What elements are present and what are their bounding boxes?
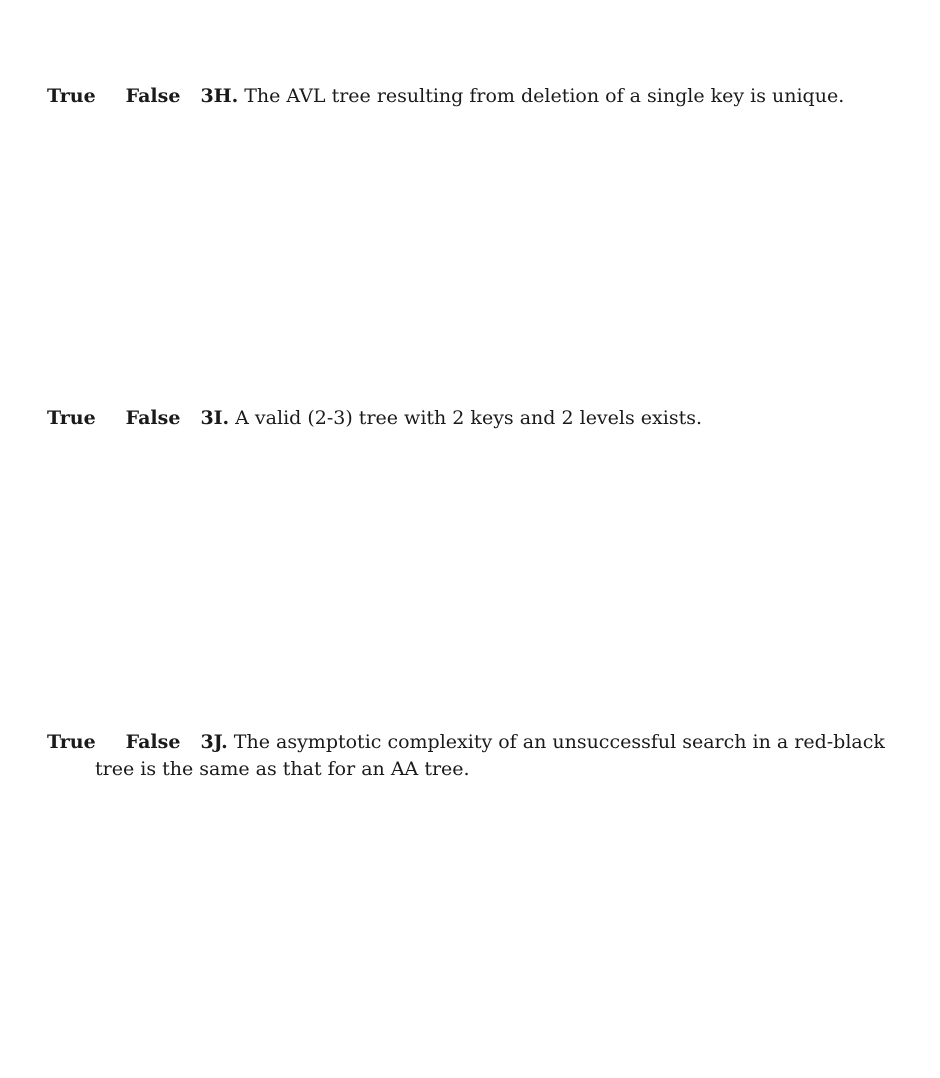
question-number: 3J.: [200, 731, 228, 753]
question-3i: [47, 405, 899, 432]
question-3j: [47, 729, 899, 783]
false-option[interactable]: False: [125, 731, 181, 753]
question-text: The AVL tree resulting from deletion of a single key is unique.: [244, 85, 845, 107]
question-number: 3I.: [200, 407, 230, 429]
question-3h: [47, 83, 899, 110]
true-option[interactable]: True: [47, 731, 96, 753]
true-option[interactable]: True: [47, 85, 96, 107]
question-text-continuation: tree is the same as that for an AA tree.: [95, 758, 470, 780]
question-number: 3H.: [200, 85, 239, 107]
true-option[interactable]: True: [47, 407, 96, 429]
question-text: A valid (2-3) tree with 2 keys and 2 levels exists.: [235, 407, 702, 429]
false-option[interactable]: False: [125, 85, 181, 107]
question-text: The asymptotic complexity of an unsuccessful search in a red-black: [233, 731, 885, 753]
false-option[interactable]: False: [125, 407, 181, 429]
